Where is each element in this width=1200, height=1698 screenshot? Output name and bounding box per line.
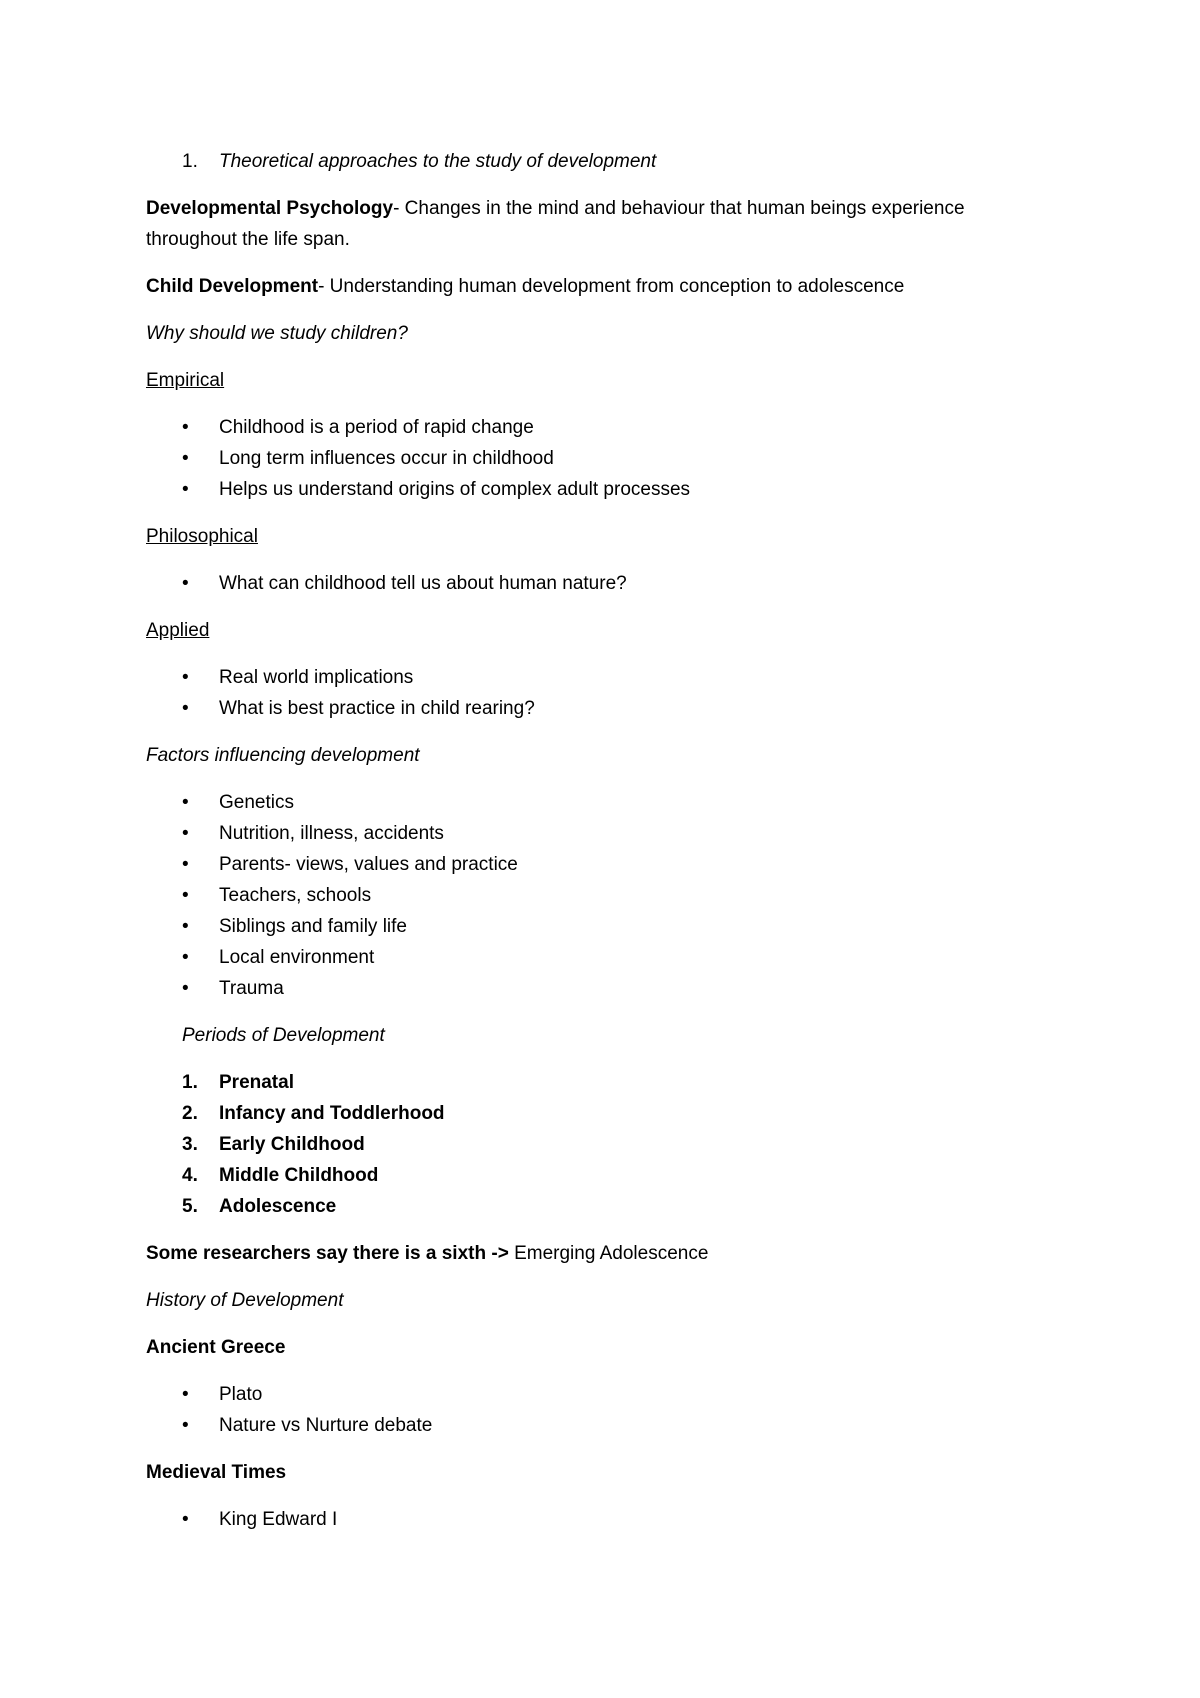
list-item: • What can childhood tell us about human nature?	[146, 568, 1046, 599]
item-number: 3.	[182, 1134, 198, 1155]
item-label: Middle Childhood	[219, 1165, 379, 1186]
periods-list	[146, 1067, 1046, 1222]
item-label: Infancy and Toddlerhood	[219, 1103, 445, 1124]
list-item	[146, 1067, 1046, 1098]
list-item	[146, 1129, 1046, 1160]
factors-list	[146, 787, 1046, 1004]
item-number: 5.	[182, 1196, 198, 1217]
why-study-question: Why should we study children?	[146, 323, 408, 344]
list-item: • King Edward I	[146, 1504, 1046, 1535]
item-label: Adolescence	[219, 1196, 337, 1217]
list-item: • Trauma	[146, 973, 1046, 1004]
applied-heading: Applied	[146, 620, 210, 641]
list-item: • Long term influences occur in childhood	[146, 443, 1046, 474]
sixth-period-bold: Some researchers say there is a sixth ->	[146, 1243, 509, 1264]
child-dev-term: Child Development	[146, 276, 319, 297]
empirical-heading: Empirical	[146, 370, 225, 391]
list-item: • Nutrition, illness, accidents	[146, 818, 1046, 849]
list-item: • Helps us understand origins of complex adult processes	[146, 474, 1046, 505]
item-number: 2.	[182, 1103, 198, 1124]
section-number: 1.	[182, 151, 198, 172]
empirical-list	[146, 412, 1046, 505]
list-item	[146, 1160, 1046, 1191]
child-dev-paragraph	[146, 271, 1046, 302]
list-item	[146, 1191, 1046, 1222]
list-item	[146, 1098, 1046, 1129]
item-number: 4.	[182, 1165, 198, 1186]
applied-list	[146, 662, 1046, 724]
list-item: • Genetics	[146, 787, 1046, 818]
list-item: • Real world implications	[146, 662, 1046, 693]
sixth-period-rest: Emerging Adolescence	[508, 1243, 709, 1264]
sixth-period-paragraph	[146, 1238, 1046, 1269]
item-label: Prenatal	[219, 1072, 294, 1093]
section-heading	[146, 146, 1046, 177]
dev-psych-term: Developmental Psychology	[146, 198, 394, 219]
list-item: • Siblings and family life	[146, 911, 1046, 942]
list-item: • What is best practice in child rearing?	[146, 693, 1046, 724]
ancient-greece-heading: Ancient Greece	[146, 1337, 286, 1358]
list-item: • Childhood is a period of rapid change	[146, 412, 1046, 443]
document-content	[146, 146, 1046, 1551]
list-item: • Parents- views, values and practice	[146, 849, 1046, 880]
list-item: • Local environment	[146, 942, 1046, 973]
item-label: Early Childhood	[219, 1134, 365, 1155]
list-item: • Plato	[146, 1379, 1046, 1410]
dev-psych-definition: - Changes in the mind and behaviour that human beings experience throughout the life span.	[146, 198, 965, 250]
section-heading-text: Theoretical approaches to the study of development	[219, 151, 657, 172]
philosophical-list	[146, 568, 1046, 599]
item-number: 1.	[182, 1072, 198, 1093]
list-item: • Teachers, schools	[146, 880, 1046, 911]
periods-heading: Periods of Development	[182, 1025, 385, 1046]
ancient-greece-list	[146, 1379, 1046, 1441]
medieval-list	[146, 1504, 1046, 1535]
list-item: • Nature vs Nurture debate	[146, 1410, 1046, 1441]
philosophical-heading: Philosophical	[146, 526, 258, 547]
medieval-heading: Medieval Times	[146, 1462, 287, 1483]
factors-heading: Factors influencing development	[146, 745, 420, 766]
dev-psych-paragraph	[146, 193, 1046, 255]
child-dev-definition: - Understanding human development from conception to adolescence	[318, 276, 905, 297]
section-heading-list	[146, 146, 1046, 177]
history-heading: History of Development	[146, 1290, 344, 1311]
